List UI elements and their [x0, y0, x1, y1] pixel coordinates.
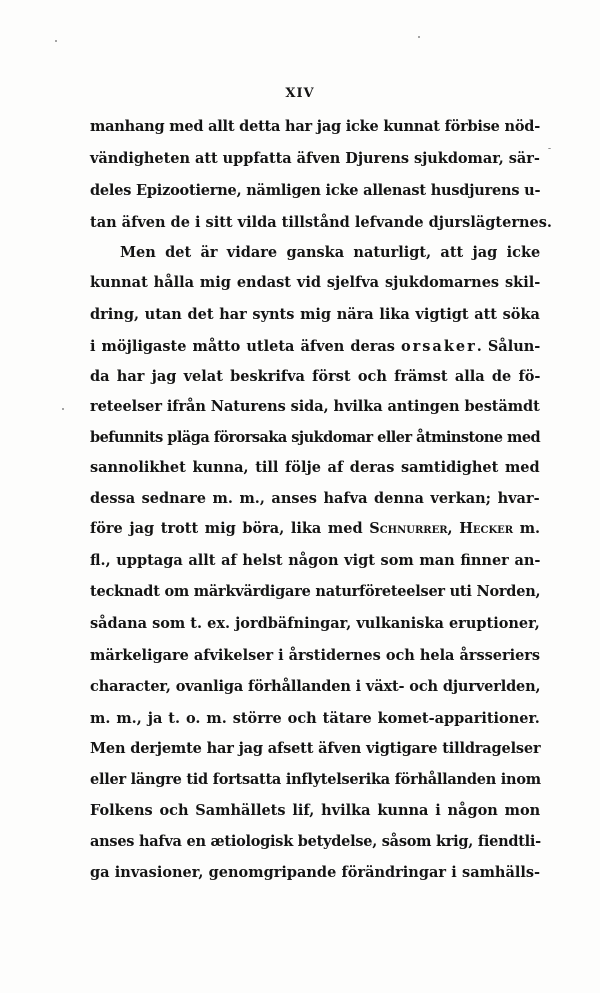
text-line: eller längre tid fortsatta inflytelserika förhållanden inom	[90, 771, 541, 788]
paper-speck	[62, 408, 64, 410]
text-line: character, ovanliga förhållanden i växt- och djurverlden,	[90, 678, 541, 695]
text-line: Men det är vidare ganska naturligt, att jag icke	[120, 244, 541, 261]
text-line: tecknadt om märkvärdigare naturföreteelser uti Norden,	[90, 583, 541, 600]
text-line: i möjligaste måtto utleta äfven deras orsaker. Sålun-	[90, 338, 541, 355]
text-line: befunnits pläga förorsaka sjukdomar eller åtminstone med	[90, 429, 541, 446]
text-line: vändigheten att uppfatta äfven Djurens sjukdomar, sär-	[90, 150, 540, 167]
page-number: XIV	[285, 86, 315, 101]
paper-speck	[548, 148, 551, 149]
text-line: tan äfven de i sitt vilda tillstånd lefvande djurslägternes.	[90, 214, 552, 231]
text-line: deles Epizootierne, nämligen icke allenast husdjurens u-	[90, 182, 541, 199]
text-line: anses hafva en ætiologisk betydelse, såsom krig, fiendtli-	[90, 833, 541, 850]
text-line: Folkens och Samhällets lif, hvilka kunna i någon mon	[90, 802, 541, 819]
text-line: ga invasioner, genomgripande förändringar i samhälls-	[90, 864, 541, 881]
author-name: Schnurrer	[369, 520, 448, 537]
text-line: före jag trott mig böra, lika med Schnurrer, Hecker m.	[90, 520, 541, 537]
text-line: sådana som t. ex. jordbäfningar, vulkaniska eruptioner,	[90, 615, 540, 632]
text-line: Men derjemte har jag afsett äfven vigtigare tilldragelser	[90, 740, 541, 757]
text-line: manhang med allt detta har jag icke kunnat förbise nöd-	[90, 118, 540, 135]
text-line: m. m., ja t. o. m. större och tätare komet-apparitioner.	[90, 710, 540, 727]
text-line: da har jag velat beskrifva först och främst alla de fö-	[90, 368, 541, 385]
paper-speck	[55, 40, 57, 42]
text-line: märkeligare afvikelser i årstidernes och hela årsseriers	[90, 647, 541, 664]
text-line: fl., upptaga allt af helst någon vigt som man finner an-	[90, 552, 541, 569]
emphasized-word: orsaker	[400, 338, 477, 355]
text-line: dring, utan det har synts mig nära lika vigtigt att söka	[90, 306, 540, 323]
paper-speck	[418, 36, 420, 38]
text-line: reteelser ifrån Naturens sida, hvilka antingen bestämdt	[90, 398, 540, 415]
text-line: sannolikhet kunna, till följe af deras samtidighet med	[90, 459, 540, 476]
author-name: Hecker	[459, 520, 514, 537]
text-line: dessa sednare m. m., anses hafva denna verkan; hvar-	[90, 490, 540, 507]
text-line: kunnat hålla mig endast vid sjelfva sjukdomarnes skil-	[90, 274, 541, 291]
